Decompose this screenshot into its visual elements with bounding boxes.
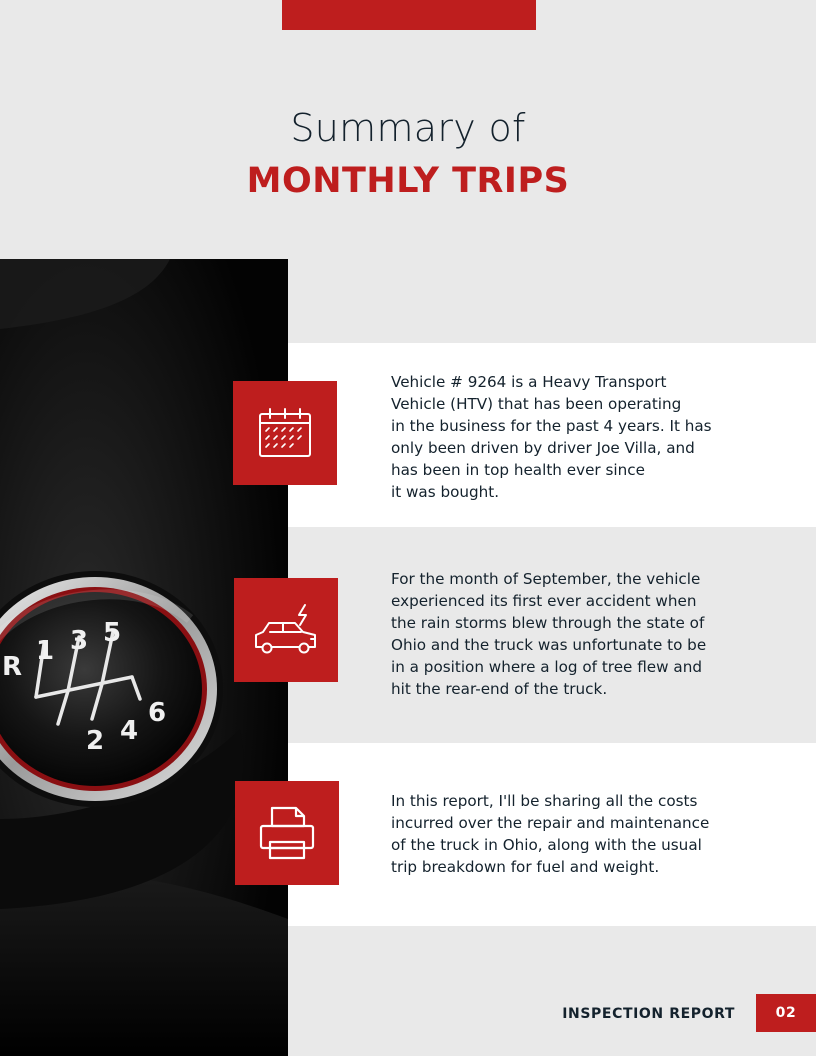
page-number-badge: 02 xyxy=(756,994,816,1032)
top-accent-bar xyxy=(282,0,536,30)
section-3-text: In this report, I'll be sharing all the costs incurred over the repair and maintenance of the truck in Ohio, along with the usual trip breakdown for fuel and weight. xyxy=(391,792,710,876)
title-light: Summary of xyxy=(290,106,526,150)
gear-label-3: 3 xyxy=(70,626,89,656)
gear-label-5: 5 xyxy=(103,618,122,648)
gear-label-6: 6 xyxy=(148,698,167,728)
printer-icon xyxy=(258,804,316,862)
title-bold: MONTHLY TRIPS xyxy=(246,161,570,201)
page-title xyxy=(0,102,816,206)
printer-icon-box xyxy=(235,781,339,885)
gear-label-2: 2 xyxy=(86,726,105,756)
footer-report-label: INSPECTION REPORT xyxy=(562,1006,735,1022)
calendar-icon xyxy=(257,407,313,459)
calendar-icon-box xyxy=(233,381,337,485)
car-crash-icon-box xyxy=(234,578,338,682)
section-2-text: For the month of September, the vehicle experienced its first ever accident when the rain storms blew through the state of Ohio and the truck was unfortunate to be in a position where a log of tree flew and hit the rear-end of the truck. xyxy=(391,570,707,698)
gear-label-1: 1 xyxy=(36,636,55,666)
car-crash-icon xyxy=(253,603,319,657)
gear-label-4: 4 xyxy=(120,716,139,746)
gear-label-r: R xyxy=(2,652,23,682)
section-1-text: Vehicle # 9264 is a Heavy Transport Vehicle (HTV) that has been operating in the business for the past 4 years. It has only been driven by driver Joe Villa, and has been in top health ever since it was bought. xyxy=(391,373,712,501)
